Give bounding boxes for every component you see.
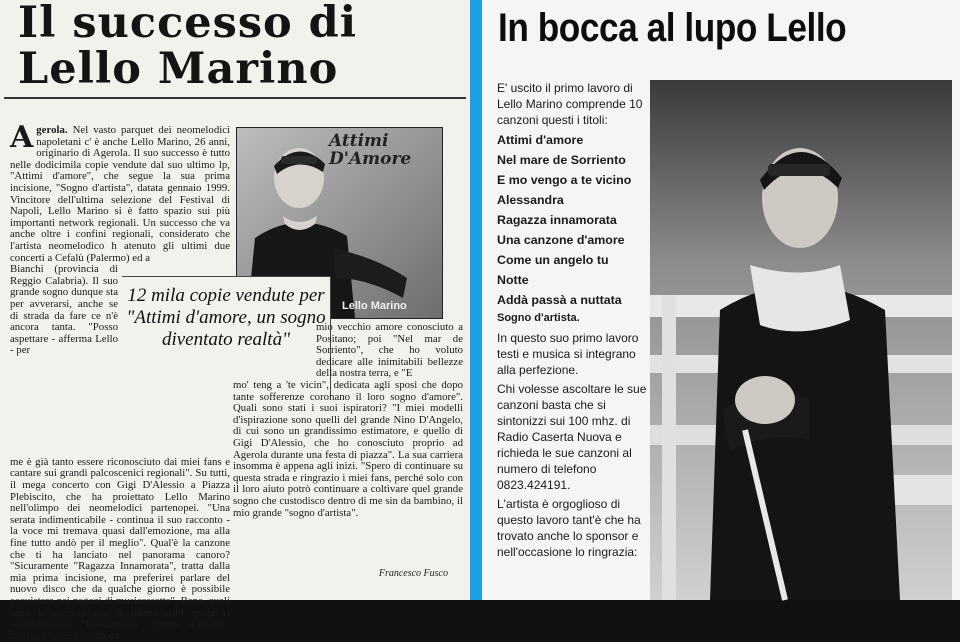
- song-item: Ragazza innamorata: [497, 213, 617, 227]
- right-article-text: [497, 80, 655, 595]
- paragraph-3: L'artista è orgoglioso di questo lavoro tant'è che ha trovato anche lo sponsor e nell'occasione lo ringrazia:: [497, 497, 641, 559]
- song-item: Nel mare de Sorriento: [497, 153, 626, 167]
- song-item: Addà passà a nuttata: [497, 293, 622, 307]
- title-line-1: Il successo di: [18, 0, 358, 48]
- column-1-narrow-text: Bianchi (provincia di Reggio Calabria). Il suo grande sogno dunque sta per avverarsi, anche se di strada da fare ce n'è ancora tanta. "Posso aspettare - afferma Lello - per: [10, 263, 118, 357]
- song-item: Come un angelo tu: [497, 253, 609, 267]
- paragraph-2: Chi volesse ascoltare le sue canzoni basta che si sintonizzi sui 100 mhz. di Radio Caserta Nuova e richieda le sue canzoni al numero di telefono 0823.424191.: [497, 382, 647, 492]
- song-item: E mo vengo a te vicino: [497, 173, 632, 187]
- column-2-top-text: mio vecchio amore conosciuto a Positano; poi "Nel mar de Sorriento", che ho voluto dedicare alle inimitabili bellezze della nostra terra, e "E: [316, 321, 463, 380]
- song-list: [497, 130, 655, 326]
- pull-quote: 12 mila copie vendute per "Attimi d'amore, un sogno diventato realtà": [126, 285, 326, 350]
- right-article-title: In bocca al lupo Lello: [498, 6, 847, 50]
- song-item: Una canzone d'amore: [497, 233, 625, 247]
- blue-divider: [470, 0, 482, 600]
- drop-cap: A: [10, 120, 34, 155]
- lead-word: gerola.: [36, 124, 68, 136]
- left-clipping: [0, 0, 470, 642]
- column-1-bottom-text: me è già tanto essere riconosciuto dai miei fans e cantare sui grandi palcoscenici regionali". Su tutti, il mega concerto con Gigi D'Alessio a Piazza Plebiscito, che ha proiettato Lello Marino nell'olimpo dei neomelodici partenopei. "Una serata indimenticabile - continua il suo racconto - la voce mi tremava quasi dall'emozione, ma alla fine tutto andò per il meglio". Qual'è la canzone che ti ha lanciato nel panorama canoro? "Sicuramente "Ragazza Innamorata", tratta dalla mia prima incisione, ma preferirei parlare del nuovo disco che da qualche giorno è possibile acquistare nei negozi di musicassette". Bene, quali sono le canzoni che le hanno dato maggiori soddisfazioni? "Innanzitutto "Attimi d'amore", motivo che mi ricorda un: [10, 455, 230, 642]
- column-1-text: Nel vasto parquet dei neomelodici napoletani c' è anche Lello Marino, 26 anni, originario di Agerola. Il suo successo è tutto nelle dodicimila copie vendute dal suo ultimo lp, "Attimi d'amore", che segue la sua prima incisione, "Sogno d'artista", datata gennaio 1999. Vincitore dell'ultima selezione del Festival di Napoli, Lello Marino si è fatto spazio sui più importanti network regionali. Un successo che va anche oltre i confini regionali, considerato che l'artista neomelodico h atenuto gli ultimi due concerti a Cefalù (Palermo) ed a: [10, 124, 231, 264]
- photo-caption-top: Attimi D'Amore: [329, 131, 412, 169]
- song-item: Alessandra: [497, 193, 564, 207]
- song-item: Notte: [497, 273, 529, 287]
- right-clipping: [482, 0, 960, 600]
- singer-on-bench-illustration: [650, 80, 952, 600]
- column-2-text: mo' teng a 'te vicin", dedicata agli sposi che dopo tante sofferenze coronano il loro sogno d'amore". Quali sono stati i suoi ispiratori? "I miei modelli d'ispirazione sono quelli del grande Nino D'Angelo, di cui sono un grandissimo estimatore, e quello di Gigi D'Alessio, che ho conosciuto proprio ad Agerola durante una festa di piazza". La sua carriera insomma è appena agli inizi. "Spero di continuare su questa strada e ringrazio i miei fans, perché solo con il loro aiuto potrò continuare a coltivare quel grande sogno che custodisco dentro di me sin da bambino, il mio grande "sogno d'artista".: [233, 378, 463, 519]
- paragraph-1: In questo suo primo lavoro testi e musica si integrano alla perfezione.: [497, 331, 639, 377]
- intro-text: E' uscito il primo lavoro di Lello Marino comprende 10 canzoni questi i titoli:: [497, 81, 643, 127]
- title-line-2: Lello Marino: [18, 44, 339, 94]
- song-item: Sogno d'artista.: [497, 312, 580, 324]
- song-item: Attimi d'amore: [497, 133, 584, 147]
- title-rule: [4, 97, 466, 99]
- photo-caption-bottom: Lello Marino: [342, 300, 407, 312]
- byline: Francesco Fusco: [378, 568, 448, 579]
- left-article-title: [18, 0, 468, 92]
- article-column-2: [233, 322, 463, 582]
- singer-bench-photo: [650, 80, 952, 600]
